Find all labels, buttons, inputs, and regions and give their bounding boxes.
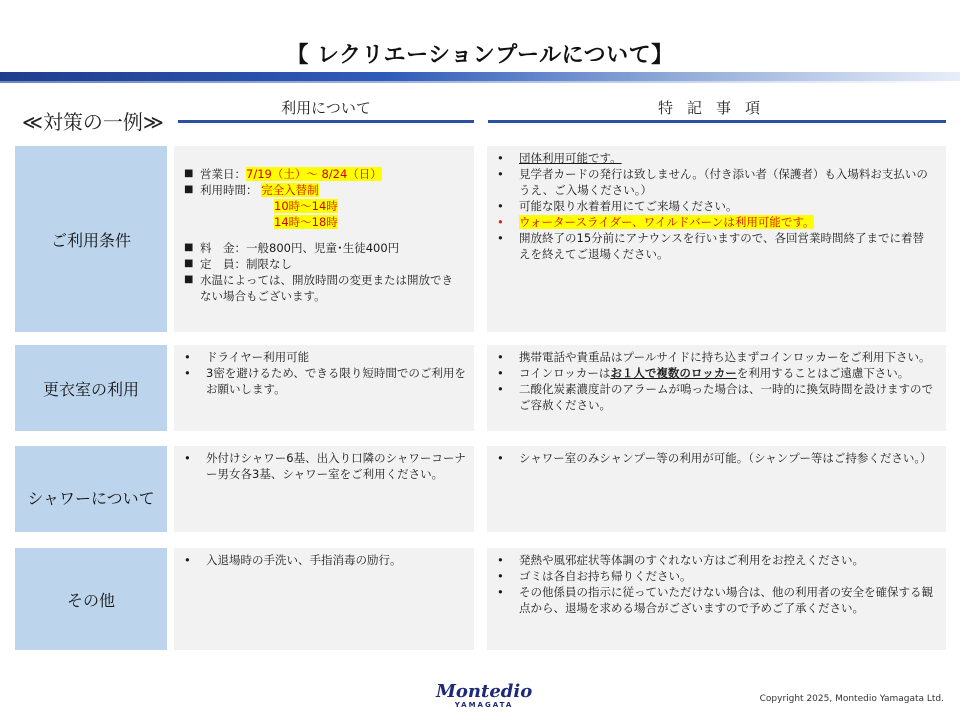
other-usage-cell — [174, 548, 474, 650]
open-days-value: 7/19（土）～ 8/24（日） — [246, 167, 382, 181]
row-label-conditions: ご利用条件 — [15, 146, 167, 332]
club-logo-sub: YAMAGATA — [454, 701, 514, 709]
locker-notes-cell — [487, 345, 946, 431]
hours-slot-1 — [174, 198, 474, 214]
shower-usage-cell — [174, 446, 474, 532]
title-underline-bar — [0, 72, 960, 81]
example-label: ≪対策の一例≫ — [22, 110, 164, 134]
other-note-trash: • ゴミは各自お持ち帰りください。 — [487, 568, 934, 584]
note-closing: • 開放終了の15分前にアナウンスを行いますので、各回営業時間終了までに着替えを終えてご退場ください。 — [487, 230, 934, 262]
other-note-staff: • その他係員の指示に従っていただけない場合は、他の利用者の安全を確保する観点から、退場を求める場合がございますので予めご了承ください。 — [487, 584, 934, 616]
locker-note-co2: • 二酸化炭素濃度計のアラームが鳴った場合は、一時的に換気時間を設けますのでご容赦ください。 — [487, 381, 934, 413]
title-underline-thin — [0, 81, 960, 83]
conditions-notes-cell — [487, 146, 946, 332]
club-logo — [436, 683, 532, 710]
note-visitor-card: • 見学者カードの発行は致しません。（付き添い者（保護者）も入場料お支払いのうえ、ご入場ください。） — [487, 166, 934, 198]
locker-note-multiple-a: コインロッカーは — [519, 366, 611, 380]
other-note-illness: • 発熱や風邪症状等体調のすぐれない方はご利用をお控えください。 — [487, 552, 934, 568]
column-header-usage-underline — [178, 120, 474, 123]
hours-item — [174, 182, 474, 198]
locker-usage-short-time: • 3密を避けるため、できる限り短時間でのご利用をお願いします。 — [174, 365, 466, 397]
note-slider-text: ウォータースライダー、ワイルドバーンは利用可能です。 — [519, 215, 815, 229]
note-slider — [487, 214, 934, 230]
other-notes-cell — [487, 548, 946, 650]
column-header-usage: 利用について — [281, 99, 371, 117]
copyright-text: Copyright 2025, Montedio Yamagata Ltd. — [759, 694, 944, 704]
other-usage-hygiene: • 入退場時の手洗い、手指消毒の励行。 — [174, 552, 466, 568]
conditions-usage-cell — [174, 146, 474, 332]
locker-note-multiple-c: を利用することはご遠慮下さい。 — [736, 366, 910, 380]
open-days-label: 営業日： — [200, 167, 246, 181]
hours-slot-2-value: 14時～18時 — [274, 215, 338, 229]
open-days-item — [174, 166, 474, 182]
hours-label: 利用時間： — [200, 183, 258, 197]
capacity-item: ■ 定 員：制限なし — [174, 256, 474, 272]
column-header-notes-underline — [488, 120, 946, 123]
page-title: 【 レクリエーションプールについて】 — [286, 43, 674, 68]
hours-slot-1-value: 10時～14時 — [274, 199, 338, 213]
club-logo-main: Montedio — [436, 681, 533, 702]
row-label-other: その他 — [15, 548, 167, 650]
shower-usage-item: • 外付けシャワー6基、出入り口隣のシャワーコーナー男女各3基、シャワー室をご利用ください。 — [174, 450, 466, 482]
row-label-locker: 更衣室の利用 — [15, 345, 167, 431]
shower-notes-cell — [487, 446, 946, 532]
hours-slot-2 — [174, 214, 474, 230]
shower-note-shampoo: • シャワー室のみシャンプー等の利用が可能。（シャンプー等はご持参ください。） — [487, 450, 934, 466]
locker-usage-dryer: • ドライヤー利用可能 — [174, 349, 466, 365]
water-temp-item: ■ 水温によっては、開放時間の変更または開放できない場合もございます。 — [174, 272, 474, 304]
fee-item: ■ 料 金：一般800円、児童･生徒400円 — [174, 240, 474, 256]
row-label-shower: シャワーについて — [15, 446, 167, 532]
locker-note-valuables: • 携帯電話や貴重品はプールサイドに持ち込まずコインロッカーをご利用下さい。 — [487, 349, 934, 365]
note-swimwear: • 可能な限り水着着用にてご来場ください。 — [487, 198, 934, 214]
locker-note-multiple — [487, 365, 934, 381]
locker-usage-cell — [174, 345, 474, 431]
hours-mode: 完全入替制 — [261, 183, 319, 197]
note-group-use-text: 団体利用可能です。 — [519, 151, 622, 165]
note-group-use — [487, 150, 934, 166]
locker-note-multiple-b: お１人で複数のロッカー — [610, 366, 737, 380]
column-header-notes: 特記事項 — [657, 99, 774, 117]
